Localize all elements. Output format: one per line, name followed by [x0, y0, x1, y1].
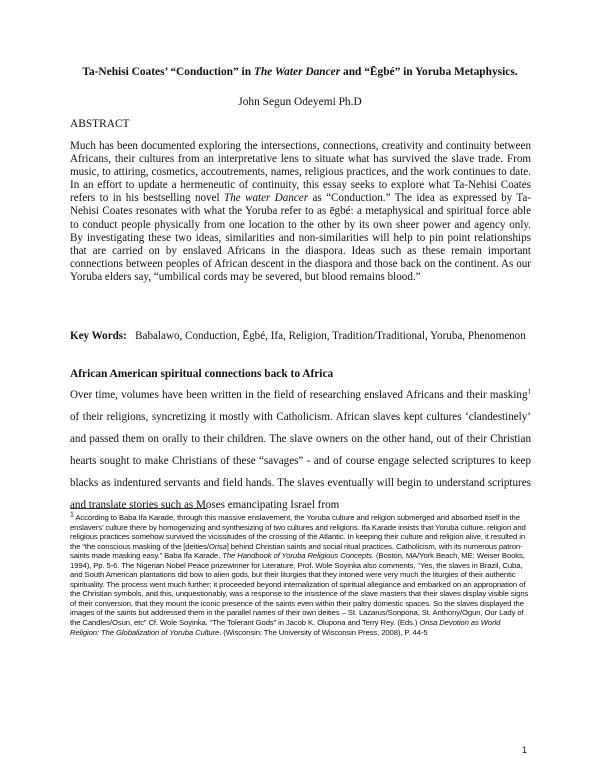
paper-title — [0, 66, 600, 78]
footnote-text-b: ] behind Christian saints and social ritual practices. Catholicism, with its numerous patron-saints made masking easy.” Baba Ifa Karade. — [70, 541, 523, 561]
section-text-1: Over time, volumes have been written in the field of researching enslaved Africans and their masking — [70, 389, 528, 401]
abstract-text-1: Much has been documented exploring the intersections, connections, creativity and continuity between Africans, their cultures from an interpretative lens to situate what has survived the slave trade. From music, to attiring, cosmetics, accoutrements, names, religious practices, and the work continues to date. In an effort to update a hermeneutic of continuity, this essay seeks to explore what Ta-Nehisi Coates refers to in his bestselling novel — [70, 140, 531, 205]
footnote-text-a: According to Baba Ifa Karade, through this massive enslavement, the Yoruba culture and religion submerged and absorbed itself in the enslavers’ culture there by homogenizing and synthesizing of two cultures and religions. Ifa Karade insists that Yoruba culture, religion and religious practices somehow survived the vicissitudes of the crossing of the Atlantic. In keeping their culture and religion alive, it resulted in the “the conscious masking of the [deities/ — [70, 513, 526, 551]
footnote-text-d: . (Wisconsin: The University of Wisconsin Press, 2008), P. 44-5 — [219, 627, 428, 637]
footnote — [70, 513, 531, 637]
footnote-italic-b: The Handbook of Yoruba Religious Concepts. — [222, 551, 374, 561]
title-text-2: and “Ēgbé” in Yoruba Metaphysics. — [340, 66, 518, 78]
footnote-text-c: (Boston, MA/York Beach, ME: Weiser Books, 1994), Pp. 5-6. The Nigerian Nobel Peace prizewinner for Literature, Prof. Wole Soyinka also comments, “Yes, the slaves in Brazil, Cuba, and South American plantations did bow to alien gods, but their liturgies that they intoned were very much the liturgies of their authentic spirituality. The process went much further; it proceeded beyond internalization of spiritual allegiance and embarked on an appropriation of the Christian symbols, and this, unquestionably, was a response to the insistence of the slave masters that their slaves display visible signs of their conversion, that they mount the iconic presence of the saints even within their paltry domestic spaces. So the slaves displayed the images of the saints but addressed them in the parallel names of their own deities – St. Lazarus/Sonpona, St. Anthony/Ogun, Our Lady of the Candles/Osun, etc” Cf. Wole Soyinka. “The Tolerant Gods” in Jacob K. Olupona and Terry Rey. (Eds.) — [70, 551, 529, 628]
footnote-divider — [70, 508, 207, 509]
author-line: John Segun Odeyemi Ph.D — [238, 96, 362, 108]
section-heading: African American spiritual connections back to Africa — [70, 368, 334, 380]
page-number: 1 — [522, 745, 528, 755]
footnote-italic-a: Orisa — [208, 541, 227, 551]
footnote-italic-c: Orisa Devotion as World Religion: The Globalization of Yoruba Culture — [70, 618, 501, 637]
keywords — [70, 330, 531, 343]
keywords-text: Babalawo, Conduction, Ēgbé, Ifa, Religion, Tradition/Traditional, Yoruba, Phenomenon — [135, 330, 526, 342]
abstract-text — [70, 140, 531, 284]
abstract-heading: ABSTRACT — [70, 118, 130, 130]
title-text-1: Ta-Nehisi Coates’ “Conduction” in — [82, 66, 254, 78]
title-book-italic: The Water Dancer — [253, 66, 341, 78]
abstract-book-italic: The water Dancer — [224, 192, 309, 205]
footnote-reference[interactable]: 1 — [527, 387, 531, 396]
section-body — [70, 384, 531, 519]
section-text-2: of their religions, syncretizing it mostly with Catholicism. African slaves kept cultures ‘clandestinely’ and passed them on orally to their children. The slave owners on the other hand, out of their Christian hearts sought to make Christians of these “savages” - and of course engage selected scriptures to keep blacks as indentured servants and field hands. The slaves eventually will begin to understand scriptures and translate stories such as Moses emancipating Israel from — [70, 411, 531, 511]
footnote-number: 1 — [70, 511, 74, 519]
abstract-text-2: as “Conduction.” The idea as expressed by Ta-Nehisi Coates resonates with what the Yoruba refer to as ēgbé: a metaphysical and spiritual force able to conduct people physically from one location to the other by its own sheer power and agency only. By investigating these two ideas, similarities and non-similarities will help to pin point relationships that are carried on by enslaved Africans in the diaspora. Ideas such as these remain important connections between peoples of African descent in the diaspora and those back on the continent. As our Yoruba elders say, “umbilical cords may be severed, but blood remains blood.” — [70, 192, 531, 283]
keywords-label: Key Words: — [70, 330, 127, 342]
